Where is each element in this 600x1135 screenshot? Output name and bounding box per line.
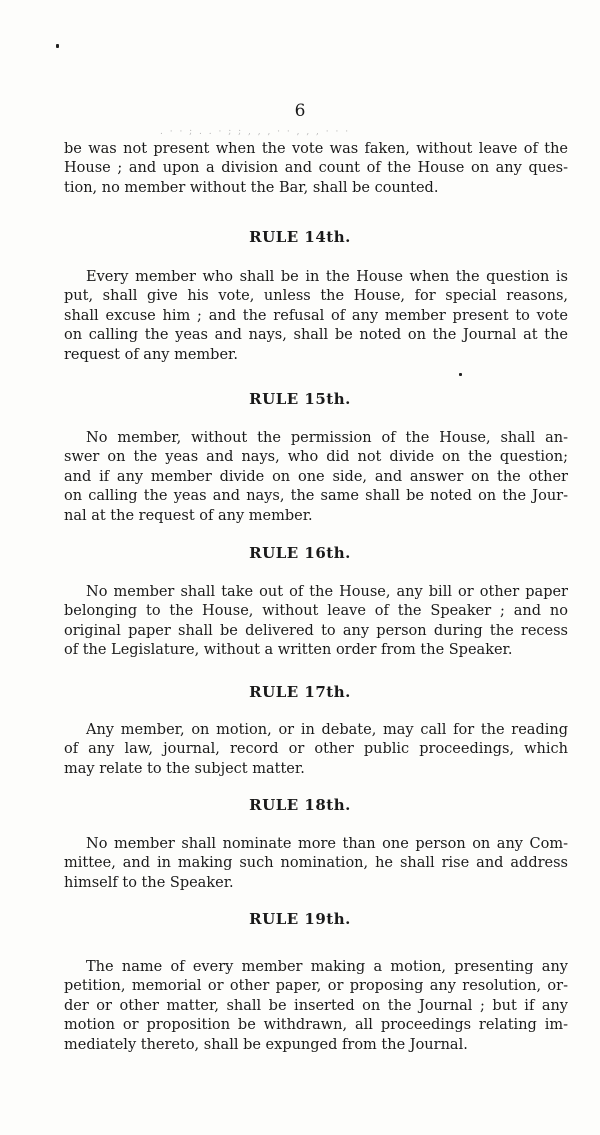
rule-heading: RULE 17th. [249,683,351,701]
paragraph-line: motion or proposition be withdrawn, all proceedings relating im- [64,1017,568,1034]
rule-heading: RULE 15th. [249,390,351,408]
rule-paragraph [64,835,568,893]
paragraph-line: and if any member divide on one side, and answer on the other [64,468,568,485]
paragraph-line: No member shall nominate more than one person on any Com- [86,836,568,852]
rule-heading: RULE 18th. [249,796,351,814]
paragraph-line: shall excuse him ; and the refusal of any member present to vote [64,307,568,324]
paragraph-line: petition, memorial or other paper, or proposing any resolution, or- [64,978,568,995]
paragraph-line: of the Legislature, without a written order from the Speaker. [64,642,513,659]
paragraph-line: House ; and upon a division and count of the House on any ques- [64,160,568,177]
paragraph-line: mittee, and in making such nomination, he shall rise and address [64,855,568,872]
rule-heading: RULE 14th. [249,228,351,246]
paragraph-line: mediately thereto, shall be expunged from the Journal. [64,1036,468,1053]
paragraph-line: belonging to the House, without leave of the Speaker ; and no [64,603,568,620]
rule-heading: RULE 19th. [249,910,351,928]
ink-speck [459,373,462,376]
rule-paragraph [64,429,568,526]
paragraph-line: Every member who shall be in the House when the question is [86,269,568,285]
bleed-through-marks: . · · ; . . · ; ; , , , · · , , , · · · [160,127,351,137]
paragraph-line: be was not present when the vote was faken, without leave of the [64,141,568,157]
rule-heading: RULE 16th. [249,544,351,562]
paragraph-line: original paper shall be delivered to any person during the recess [64,622,568,639]
paragraph-line: swer on the yeas and nays, who did not divide on the question; [64,449,568,466]
paragraph-line: on calling the yeas and nays, shall be noted on the Journal at the [64,327,568,344]
paragraph-line: of any law, journal, record or other public proceedings, which [64,741,568,758]
paragraph-line: No member, without the permission of the House, shall an- [86,430,568,446]
rule-paragraph [64,958,568,1055]
rule-paragraph [64,268,568,365]
paragraph-line: request of any member. [64,346,238,363]
paragraph-line: put, shall give his vote, unless the House, for special reasons, [64,288,568,305]
paragraph-line: nal at the request of any member. [64,507,313,524]
paragraph-line: himself to the Speaker. [64,874,234,891]
paragraph-line: The name of every member making a motion, presenting any [86,959,568,975]
paragraph-line: tion, no member without the Bar, shall be counted. [64,179,439,196]
paragraph-line: der or other matter, shall be inserted on the Journal ; but if any [64,997,568,1014]
ink-speck [56,44,59,48]
paragraph-line: may relate to the subject matter. [64,760,305,777]
paragraph-line: on calling the yeas and nays, the same shall be noted on the Jour- [64,488,568,505]
rule-paragraph [64,721,568,779]
continuation-paragraph [64,140,568,198]
rule-paragraph [64,583,568,661]
paragraph-line: No member shall take out of the House, any bill or other paper [86,584,568,600]
paragraph-line: Any member, on motion, or in debate, may call for the reading [86,722,568,738]
page-number: 6 [294,101,306,121]
